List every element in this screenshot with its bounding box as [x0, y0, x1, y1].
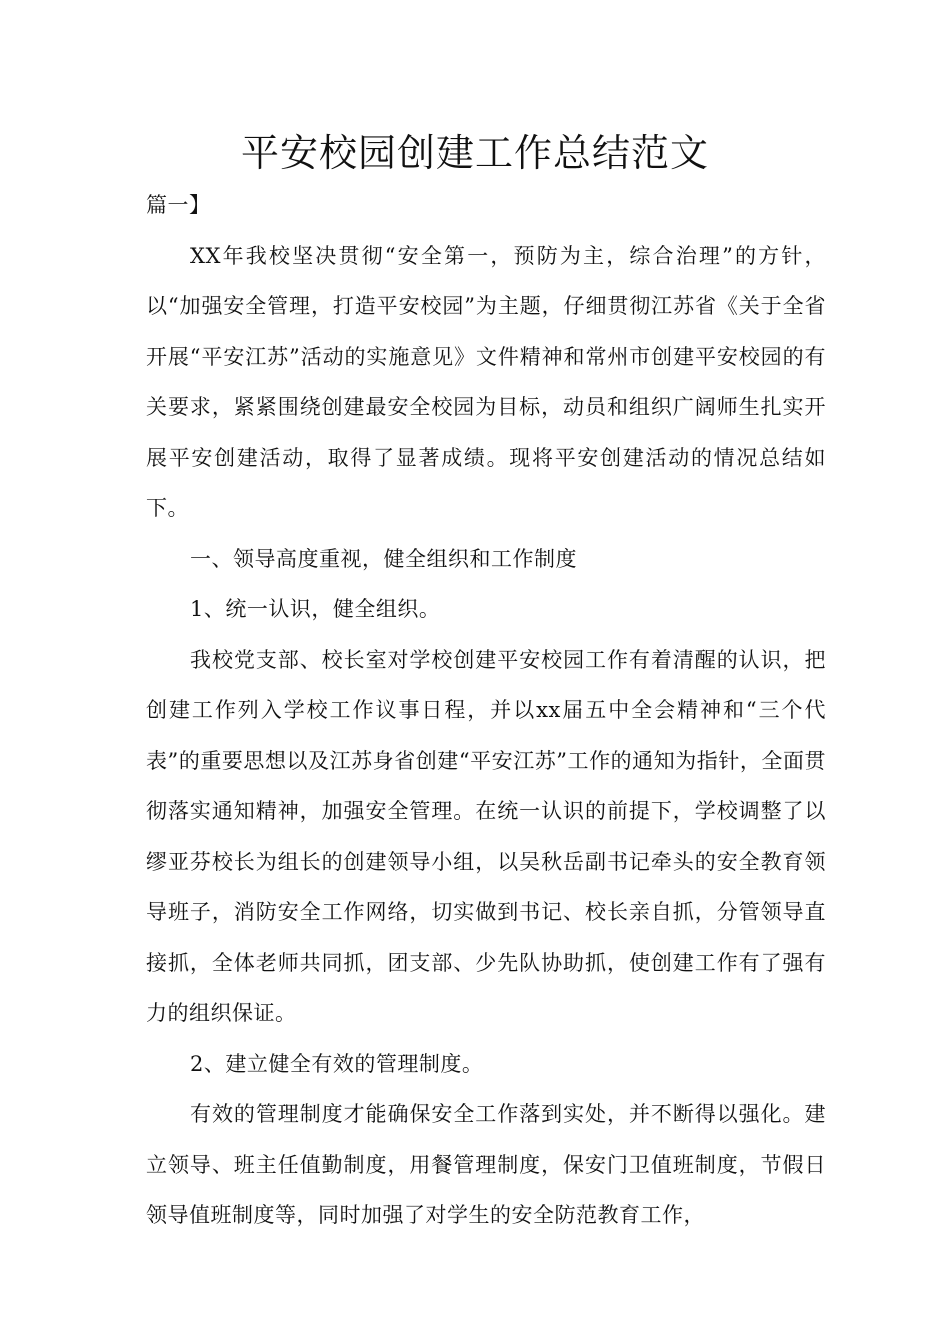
paragraph-organization: 我校党支部、校长室对学校创建平安校园工作有着清醒的认识，把创建工作列入学校工作议事日程，并以xx届五中全会精神和“三个代表”的重要思想以及江苏身省创建“平安江苏”工作的通知为指针，全面贯彻落实通知精神，加强安全管理。在统一认识的前提下，学校调整了以缪亚芬校长为组长的创建领导小组，以吴秋岳副书记牵头的安全教育领导班子，消防安全工作网络，切实做到书记、校长亲自抓，分管领导直接抓，全体老师共同抓，团支部、少先队协助抓，使创建工作有了强有力的组织保证。 [146, 647, 826, 1025]
document-title: 平安校园创建工作总结范文 [240, 131, 709, 175]
subheading-1: 1、统一认识，健全组织。 [190, 597, 441, 621]
heading-section-1: 一、领导高度重视，健全组织和工作制度 [190, 546, 577, 571]
paragraph-management: 有效的管理制度才能确保安全工作落到实处，并不断得以强化。建立领导、班主任值勤制度，用餐管理制度，保安门卫值班制度，节假日领导值班制度等，同时加强了对学生的安全防范教育工作， [146, 1102, 826, 1227]
document-body [146, 180, 826, 1241]
paragraph-intro: XX年我校坚决贯彻“安全第一，预防为主，综合治理”的方针，以“加强安全管理，打造平安校园”为主题，仔细贯彻江苏省《关于全省开展“平安江苏”活动的实施意见》文件精神和常州市创建平安校园的有关要求，紧紧围绕创建最安全校园为目标，动员和组织广阔师生扎实开展平安创建活动，取得了显著成绩。现将平安创建活动的情况总结如下。 [146, 243, 826, 520]
section-label: 篇一】 [146, 193, 211, 217]
subheading-2: 2、建立健全有效的管理制度。 [190, 1051, 484, 1076]
